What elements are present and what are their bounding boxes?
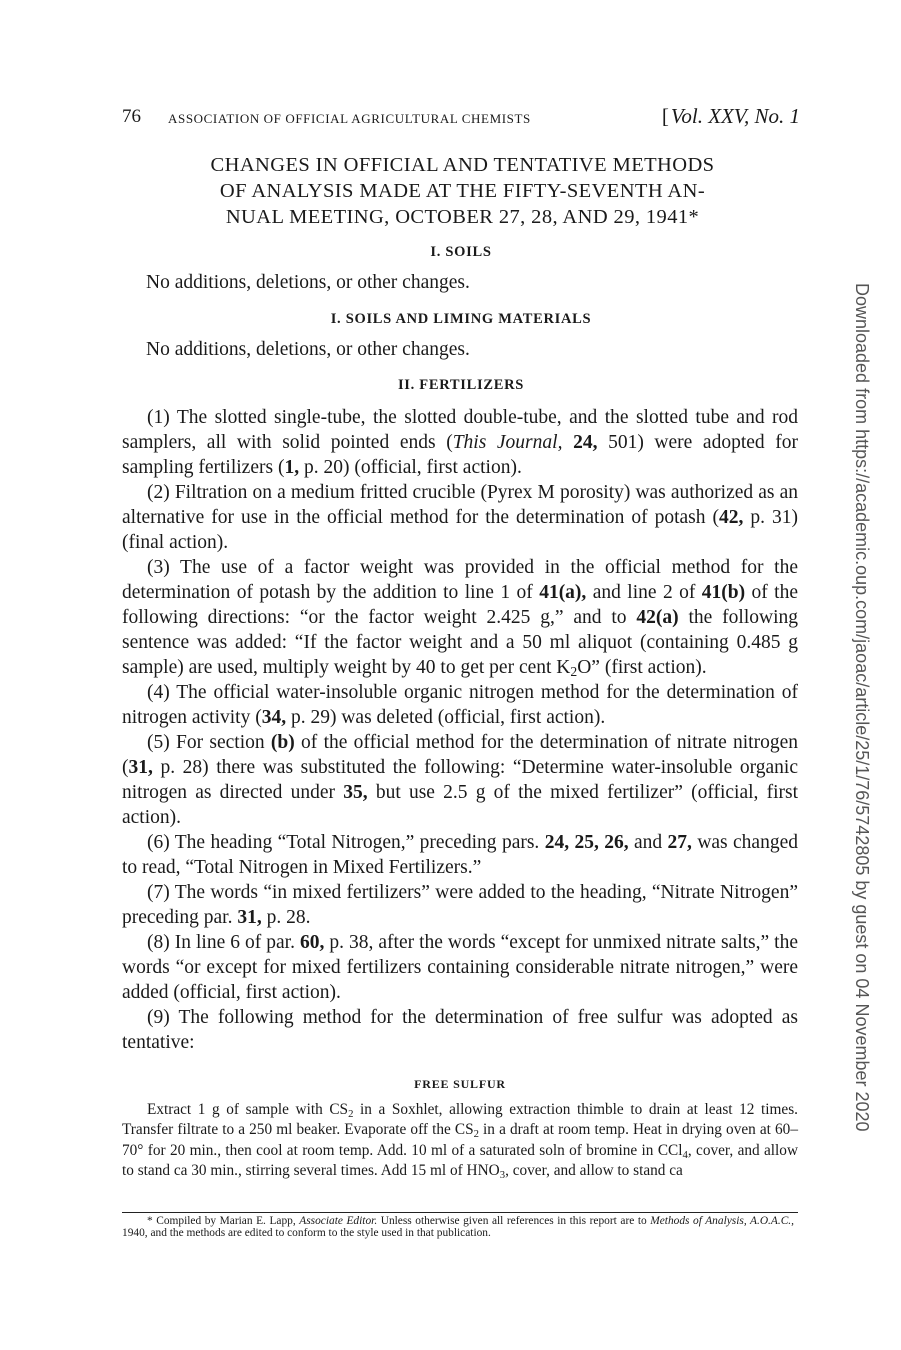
article-title — [130, 152, 795, 230]
page-number: 76 — [122, 106, 141, 127]
section-heading-soils: I. SOILS — [430, 244, 492, 260]
volume-text: Vol. XXV, No. 1 — [670, 104, 800, 128]
free-sulfur-paragraph: Extract 1 g of sample with $CS_2$ in a Soxhlet, allowing extraction thimble to drain at least 12 times. Transfer filtrate to a 250 ml beaker. Evaporate off the $CS_2$ in a draft at room temp. Heat in drying oven at 60–70° for 20 min., then cool at room temp. Add. 10 ml of a saturated soln of bromine in CCl$_4$, cover, and allow to stand ca 30 min., stirring several times. Add 15 ml of $HNO_3$, cover, and allow to stand ca — [122, 1101, 798, 1181]
item-5: (5) For section (b) of the official method for the determination of nitrate nitrogen (31, p. 28) there was substituted the following: “Determine water-insoluble organic nitrogen as directed under 35, but use 2.5 g of the mixed fertilizer” (official, first action). — [122, 732, 799, 828]
journal-ref: This Journal, — [452, 432, 563, 453]
footnote-rule — [122, 1212, 798, 1213]
download-watermark-text: Downloaded from https://academic.oup.com/jaoac/article/25/1/76/5742805 by guest on 04 November 2020 — [852, 283, 872, 1132]
free-sulfur-heading: FREE SULFUR — [414, 1077, 506, 1091]
item-1: (1) The slotted single-tube, the slotted double-tube, and the slotted tube and rod samplers, all with solid pointed ends (This Journal, 24, 501) were adopted for sampling fertilizers (1, p. 20) (official, first action). — [122, 407, 799, 478]
item-3: (3) The use of a factor weight was provided in the official method for the determination of potash by the addition to line 1 of 41(a), and line 2 of 41(b) of the following directions: “or the factor weight 2.425 g,” and to 42(a) the following sentence was added: “If the factor weight and a 50 ml aliquot (containing 0.485 g sample) are used, multiply weight by 40 to get per cent $K_2O$” (first action). — [122, 557, 798, 679]
footnote: * Compiled by Marian E. Lapp, Associate Editor. Unless otherwise given all references in this report are to Methods of Analysis, A.O.A.C., 1940, and the methods are edited to conform to the style used in that publication. — [122, 1215, 794, 1239]
item-7: (7) The words “in mixed fertilizers” were added to the heading, “Nitrate Nitrogen” preceding par. 31, p. 28. — [122, 882, 798, 928]
item-8: (8) In line 6 of par. 60, p. 38, after the words “except for unmixed nitrate salts,” the words “or except for mixed fertilizers containing considerable nitrate nitrogen,” were added (official, first action). — [122, 932, 798, 1003]
liming-text: No additions, deletions, or other changes. — [146, 339, 470, 360]
item-6: (6) The heading “Total Nitrogen,” preceding pars. 24, 25, 26, and 27, was changed to read, “Total Nitrogen in Mixed Fertilizers.” — [122, 832, 798, 878]
download-watermark — [848, 283, 872, 1132]
soils-text: No additions, deletions, or other changes. — [146, 272, 470, 293]
title-line-3: NUAL MEETING, OCTOBER 27, 28, AND 29, 1941* — [225, 206, 700, 228]
item-2: (2) Filtration on a medium fritted crucible (Pyrex M porosity) was authorized as an alternative for use in the official method for the determination of potash (42, p. 31) (final action). — [122, 482, 799, 553]
item-9: (9) The following method for the determination of free sulfur was adopted as tentative: — [122, 1007, 798, 1053]
title-line-1: CHANGES IN OFFICIAL AND TENTATIVE METHODS — [210, 154, 715, 176]
item-4: (4) The official water-insoluble organic nitrogen method for the determination of nitrogen activity (34, p. 29) was deleted (official, first action). — [122, 682, 798, 728]
section-heading-liming: I. SOILS AND LIMING MATERIALS — [330, 311, 592, 327]
journal-name: ASSOCIATION OF OFFICIAL AGRICULTURAL CHEMISTS — [168, 111, 531, 126]
volume-label: [Vol. XXV, No. 1 — [661, 104, 800, 128]
free-sulfur-method — [122, 1100, 798, 1181]
title-line-2: OF ANALYSIS MADE AT THE FIFTY-SEVENTH AN- — [219, 180, 706, 202]
running-head — [122, 104, 800, 132]
fertilizer-changes — [122, 405, 798, 1055]
section-heading-fertilizers: II. FERTILIZERS — [397, 377, 525, 393]
